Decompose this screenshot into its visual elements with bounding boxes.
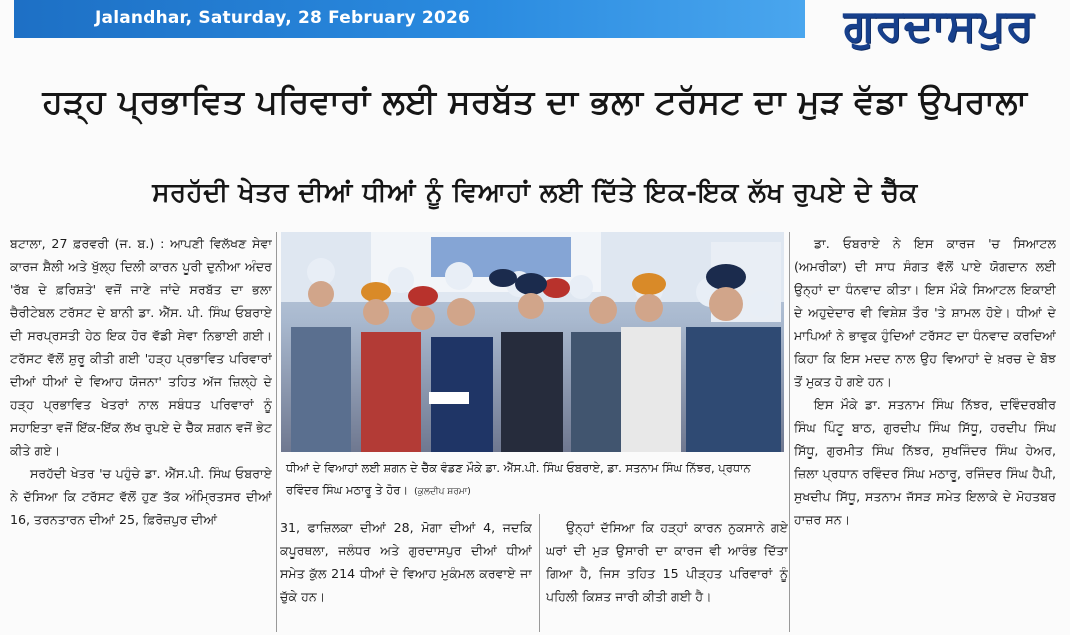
article-column-right — [794, 232, 1056, 632]
group-photo-illustration — [281, 232, 784, 452]
paragraph-text: ਸਰਹੱਦੀ ਖੇਤਰ 'ਚ ਪਹੁੰਚੇ ਡਾ. ਐੱਸ.ਪੀ. ਸਿੰਘ ਓਬਰਾਏ ਨੇ ਦੱਸਿਆ ਕਿ ਟਰੱਸਟ ਵੱਲੋਂ ਹੁਣ ਤੱਕ ਅੰਮ੍ਰਿਤਸਰ ਦੀਆਂ 16, ਤਰਨਤਾਰਨ ਦੀਆਂ 25, ਫ਼ਿਰੋਜ਼ਪੁਰ ਦੀਆਂ — [10, 466, 272, 527]
article-column-left — [10, 232, 272, 632]
edition-name: ਗੁਰਦਾਸਪੁਰ — [843, 0, 1035, 51]
paragraph — [546, 516, 788, 608]
caption-text: ਧੀਆਂ ਦੇ ਵਿਆਹਾਂ ਲਈ ਸ਼ਗਨ ਦੇ ਚੈੱਕ ਵੰਡਣ ਮੌਕੇ ਡਾ. ਐੱਸ.ਪੀ. ਸਿੰਘ ਓਬਰਾਏ, ਡਾ. ਸਤਨਾਮ ਸਿੰਘ ਨਿੱਝਰ, ਪ੍ਰਧਾਨ ਰਵਿੰਦਰ ਸਿੰਘ ਮਠਾਰੂ ਤੇ ਹੋਰ। — [286, 461, 751, 497]
paragraph — [794, 232, 1056, 393]
issue-date: Jalandhar, Saturday, 28 February 2026 — [95, 8, 471, 28]
paragraph-text: ਡਾ. ਓਬਰਾਏ ਨੇ ਇਸ ਕਾਰਜ 'ਚ ਸਿਆਟਲ (ਅਮਰੀਕਾ) ਦੀ ਸਾਧ ਸੰਗਤ ਵੱਲੋਂ ਪਾਏ ਯੋਗਦਾਨ ਲਈ ਉਨ੍ਹਾਂ ਦਾ ਧੰਨਵਾਦ ਕੀਤਾ। ਇਸ ਮੌਕੇ ਸਿਆਟਲ ਇਕਾਈ ਦੇ ਅਹੁਦੇਦਾਰ ਵੀ ਵਿਸ਼ੇਸ਼ ਤੌਰ 'ਤੇ ਸ਼ਾਮਲ ਹੋਏ। ਧੀਆਂ ਦੇ ਮਾਪਿਆਂ ਨੇ ਭਾਵੁਕ ਹੁੰਦਿਆਂ ਟਰੱਸਟ ਦਾ ਧੰਨਵਾਦ ਕਰਦਿਆਂ ਕਿਹਾ ਕਿ ਇਸ ਮਦਦ ਨਾਲ ਉਹ ਵਿਆਹਾਂ ਦੇ ਖ਼ਰਚ ਦੇ ਬੋਝ ਤੋਂ ਮੁਕਤ ਹੋ ਗਏ ਹਨ। — [794, 236, 1056, 389]
article-column-middle-1 — [280, 516, 532, 632]
article-subheadline: ਸਰਹੱਦੀ ਖੇਤਰ ਦੀਆਂ ਧੀਆਂ ਨੂੰ ਵਿਆਹਾਂ ਲਈ ਦਿੱਤੇ ਇਕ-ਇਕ ਲੱਖ ਰੁਪਏ ਦੇ ਚੈੱਕ — [152, 178, 918, 208]
photo-credit: (ਕੁਲਦੀਪ ਸ਼ਰਮਾ) — [414, 487, 471, 497]
article-column-middle-2 — [546, 516, 788, 632]
column-divider — [276, 232, 277, 632]
paragraph — [794, 393, 1056, 531]
photo-caption — [286, 457, 782, 503]
paragraph — [10, 462, 272, 531]
news-photo — [281, 232, 784, 452]
paragraph: ਬਟਾਲਾ, 27 ਫ਼ਰਵਰੀ (ਜ. ਬ.) : ਆਪਣੀ ਵਿਲੱਖਣ ਸੇਵਾ ਕਾਰਜ ਸ਼ੈਲੀ ਅਤੇ ਖੁੱਲ੍ਹ ਦਿਲੀ ਕਾਰਨ ਪੂਰੀ ਦੁਨੀਆ ਅੰਦਰ 'ਰੱਬ ਦੇ ਫ਼ਰਿਸ਼ਤੇ' ਵਜੋਂ ਜਾਣੇ ਜਾਂਦੇ ਸਰਬੱਤ ਦਾ ਭਲਾ ਚੈਰੀਟੇਬਲ ਟਰੱਸਟ ਦੇ ਬਾਨੀ ਡਾ. ਐੱਸ. ਪੀ. ਸਿੰਘ ਓਬਰਾਏ ਦੀ ਸਰਪ੍ਰਸਤੀ ਹੇਠ ਇਕ ਹੋਰ ਵੱਡੀ ਸੇਵਾ ਨਿਭਾਈ ਗਈ। ਟਰੱਸਟ ਵੱਲੋਂ ਸ਼ੁਰੂ ਕੀਤੀ ਗਈ 'ਹੜ੍ਹ ਪ੍ਰਭਾਵਿਤ ਪਰਿਵਾਰਾਂ ਦੀਆਂ ਧੀਆਂ ਦੇ ਵਿਆਹ ਯੋਜਨਾ' ਤਹਿਤ ਅੱਜ ਜ਼ਿਲ੍ਹੇ ਦੇ ਹੜ੍ਹ ਪ੍ਰਭਾਵਿਤ ਖੇਤਰਾਂ ਨਾਲ ਸਬੰਧਤ ਪਰਿਵਾਰਾਂ ਨੂੰ ਸਹਾਇਤਾ ਵਜੋਂ ਇੱਕ-ਇੱਕ ਲੱਖ ਰੁਪਏ ਦੇ ਚੈੱਕ ਸ਼ਗਨ ਵਜੋਂ ਭੇਟ ਕੀਤੇ ਗਏ। — [10, 236, 272, 458]
header-bar-gap — [0, 0, 14, 38]
column-divider — [539, 514, 540, 632]
article-headline: ਹੜ੍ਹ ਪ੍ਰਭਾਵਿਤ ਪਰਿਵਾਰਾਂ ਲਈ ਸਰਬੱਤ ਦਾ ਭਲਾ ਟਰੱਸਟ ਦਾ ਮੁੜ ਵੱਡਾ ਉਪਰਾਲਾ — [42, 82, 1028, 121]
paragraph-text: ਇਸ ਮੌਕੇ ਡਾ. ਸਤਨਾਮ ਸਿੰਘ ਨਿੱਝਰ, ਦਵਿੰਦਰਬੀਰ ਸਿੰਘ ਪਿੰਟੂ ਬਾਠ, ਗੁਰਦੀਪ ਸਿੰਘ ਸਿੱਧੂ, ਹਰਦੀਪ ਸਿੰਘ ਸਿੱਧੂ, ਗੁਰਮੀਤ ਸਿੰਘ ਨਿੱਝਰ, ਸੁਖਜਿੰਦਰ ਸਿੰਘ ਹੇਅਰ, ਜ਼ਿਲਾ ਪ੍ਰਧਾਨ ਰਵਿੰਦਰ ਸਿੰਘ ਮਠਾਰੂ, ਰਜਿੰਦਰ ਸਿੰਘ ਹੈਪੀ, ਸੁਖਦੀਪ ਸਿੱਧੂ, ਸਤਨਾਮ ਜੱਸੜ ਸਮੇਤ ਇਲਾਕੇ ਦੇ ਮੋਹਤਬਰ ਹਾਜ਼ਰ ਸਨ। — [794, 397, 1056, 527]
column-divider — [789, 232, 790, 632]
paragraph-text: ਉਨ੍ਹਾਂ ਦੱਸਿਆ ਕਿ ਹੜ੍ਹਾਂ ਕਾਰਨ ਨੁਕਸਾਨੇ ਗਏ ਘਰਾਂ ਦੀ ਮੁੜ ਉਸਾਰੀ ਦਾ ਕਾਰਜ ਵੀ ਆਰੰਭ ਦਿੱਤਾ ਗਿਆ ਹੈ, ਜਿਸ ਤਹਿਤ 15 ਪੀੜ੍ਹਤ ਪਰਿਵਾਰਾਂ ਨੂੰ ਪਹਿਲੀ ਕਿਸ਼ਤ ਜਾਰੀ ਕੀਤੀ ਗਈ ਹੈ। — [546, 520, 788, 604]
paragraph: 31, ਫਾਜ਼ਿਲਕਾ ਦੀਆਂ 28, ਮੋਗਾ ਦੀਆਂ 4, ਜਦਕਿ ਕਪੂਰਥਲਾ, ਜਲੰਧਰ ਅਤੇ ਗੁਰਦਾਸਪੁਰ ਦੀਆਂ ਧੀਆਂ ਸਮੇਤ ਕੁੱਲ 214 ਧੀਆਂ ਦੇ ਵਿਆਹ ਮੁਕੰਮਲ ਕਰਵਾਏ ਜਾ ਚੁੱਕੇ ਹਨ। — [280, 520, 532, 604]
